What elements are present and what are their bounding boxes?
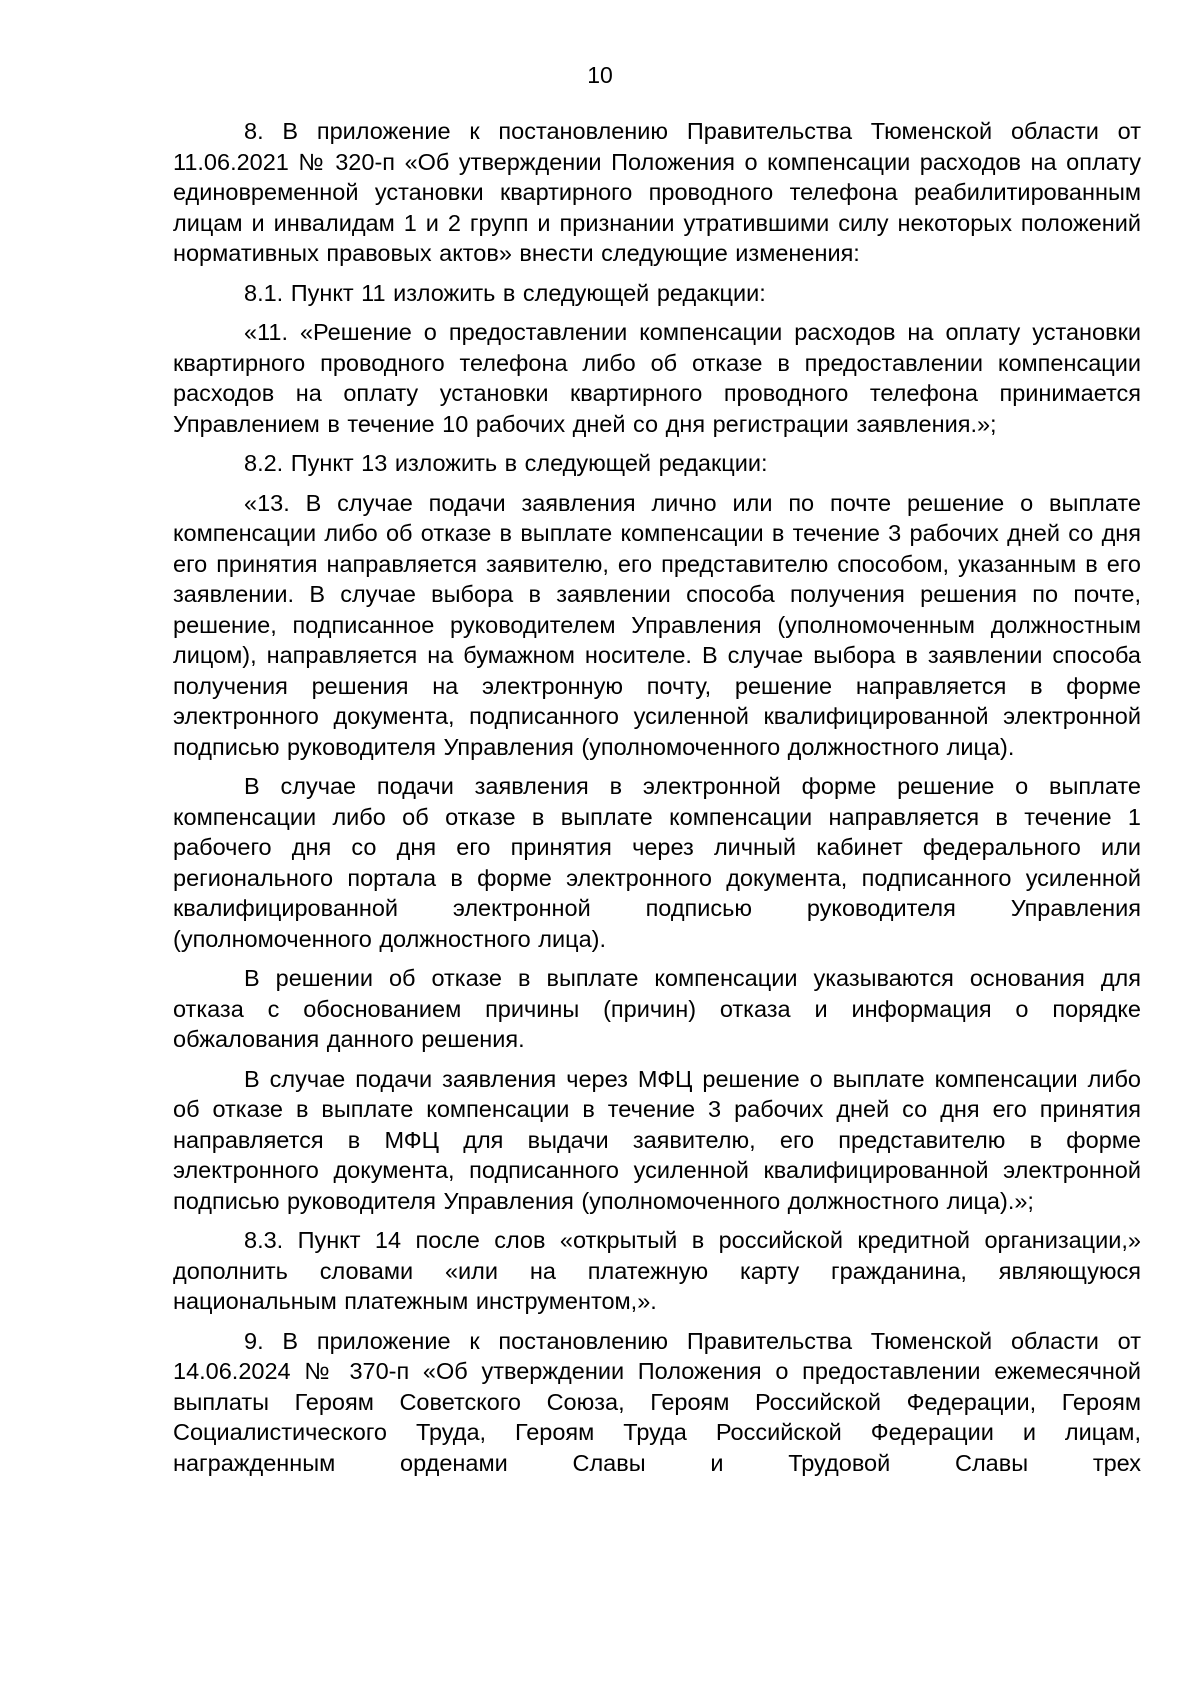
paragraph-electronic-form: В случае подачи заявления в электронной форме решение о выплате компенсации либо об отказе в выплате компенсации направляется в течение 1 рабочего дня со дня его принятия через личный кабинет федерального или регионального портала в форме электронного документа, подписанного усиленной квалифицированной электронной подписью руководителя Управления (уполномоченного должностного лица).	[173, 773, 1141, 952]
document-body	[173, 116, 1141, 1487]
paragraph-8-1-text: «11. «Решение о предоставлении компенсации расходов на оплату установки квартирного проводного телефона либо об отказе в предоставлении компенсации расходов на оплату установки квартирного проводного телефона принимается Управлением в течение 10 рабочих дней со дня регистрации заявления.»;	[173, 319, 1141, 437]
paragraph-refusal: В решении об отказе в выплате компенсации указываются основания для отказа с обоснованием причины (причин) отказа и информация о порядке обжалования данного решения.	[173, 965, 1141, 1052]
paragraph-mfc: В случае подачи заявления через МФЦ решение о выплате компенсации либо об отказе в выплате компенсации в течение 3 рабочих дней со дня его принятия направляется в МФЦ для выдачи заявителю, его представителю в форме электронного документа, подписанного усиленной квалифицированной электронной подписью руководителя Управления (уполномоченного должностного лица).»;	[173, 1065, 1141, 1214]
paragraph-8-1: 8.1. Пункт 11 изложить в следующей редакции:	[244, 279, 766, 306]
paragraph-8: 8. В приложение к постановлению Правительства Тюменской области от 11.06.2021 № 320-п «Об утверждении Положения о компенсации расходов на оплату единовременной установки квартирного проводного телефона реабилитированным лицам и инвалидам 1 и 2 групп и признании утратившими силу некоторых положений нормативных правовых актов» внести следующие изменения:	[173, 118, 1141, 266]
paragraph-8-2: 8.2. Пункт 13 изложить в следующей редакции:	[244, 450, 768, 476]
paragraph-8-2-text: «13. В случае подачи заявления лично или по почте решение о выплате компенсации либо об отказе в выплате компенсации в течение 3 рабочих дней со дня его принятия направляется заявителю, его представителю способом, указанным в его заявлении. В случае выбора в заявлении способа получения решения по почте, решение, подписанное руководителем Управления (уполномоченным должностным лицом), направляется на бумажном носителе. В случае выбора в заявлении способа получения решения на электронную почту, решение направляется в форме электронного документа, подписанного усиленной квалифицированной электронной подписью руководителя Управления (уполномоченного должностного лица).	[173, 489, 1141, 760]
page-number: 10	[587, 62, 613, 88]
paragraph-9: 9. В приложение к постановлению Правительства Тюменской области от 14.06.2024 № 370-п «Об утверждении Положения о предоставлении ежемесячной выплаты Героям Советского Союза, Героям Российской Федерации, Героям Социалистического Труда, Героям Труда Российской Федерации и лицам, награжденным орденами Славы и Трудовой Славы трех	[173, 1327, 1141, 1476]
paragraph-8-3: 8.3. Пункт 14 после слов «открытый в российской кредитной организации,» дополнить словами «или на платежную карту гражданина, являющуюся национальным платежным инструментом,».	[173, 1227, 1141, 1314]
